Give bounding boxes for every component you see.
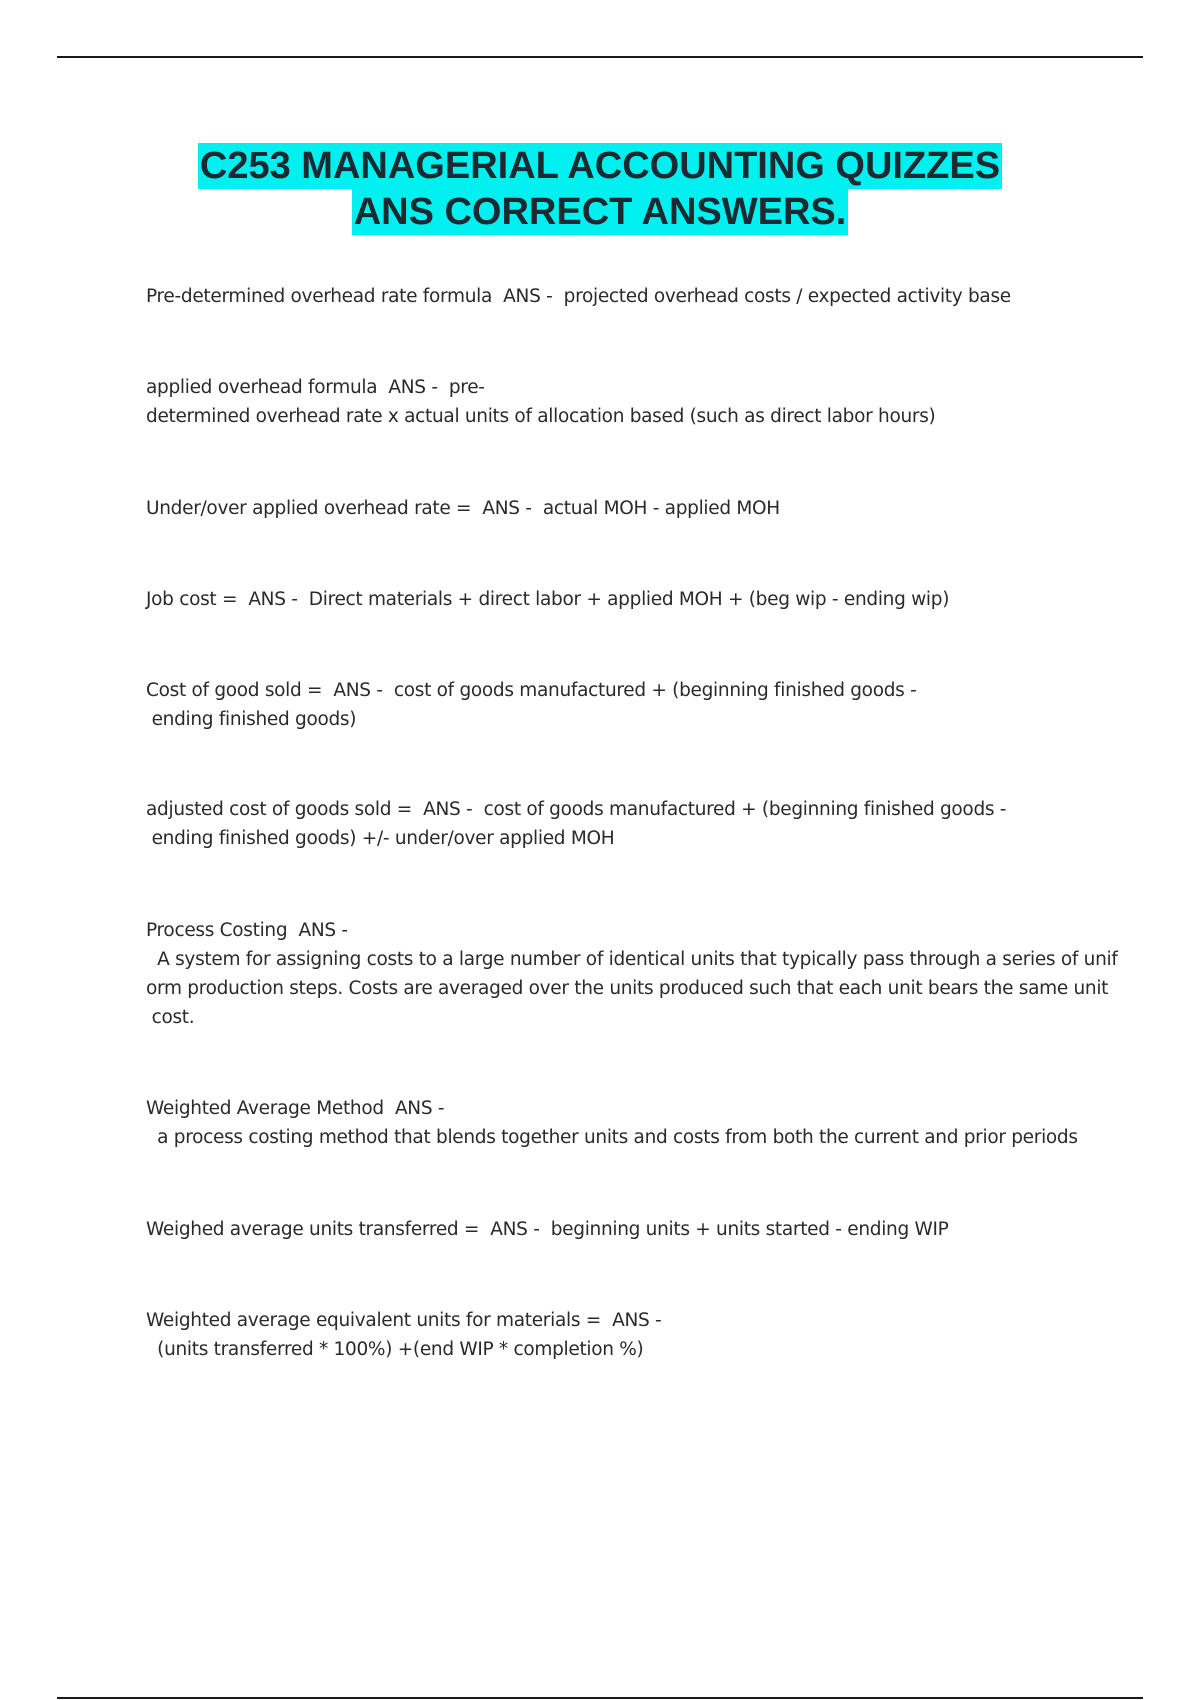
- qa-item-equivalent-units: [146, 1306, 1096, 1364]
- qa-item-job-cost: [146, 585, 1096, 614]
- qa-line: Job cost = ANS - Direct materials + direct labor + applied MOH + (beg wip - ending wip): [146, 589, 950, 610]
- qa-item-units-transferred: [146, 1215, 1096, 1244]
- title-line-1: C253 MANAGERIAL ACCOUNTING QUIZZES: [199, 145, 1001, 187]
- qa-item-weighted-average-method: [146, 1094, 1096, 1152]
- qa-item-applied-overhead: [146, 373, 1096, 431]
- qa-line: a process costing method that blends together units and costs from both the current and prior periods: [146, 1127, 1078, 1148]
- qa-item-cogs: [146, 676, 1096, 734]
- qa-line: applied overhead formula ANS - pre-: [146, 377, 485, 398]
- qa-line: Weighted Average Method ANS -: [146, 1098, 445, 1119]
- qa-line: (units transferred * 100%) +(end WIP * completion %): [146, 1339, 644, 1360]
- qa-item-adjusted-cogs: [146, 795, 1096, 853]
- qa-item-process-costing: [146, 916, 1118, 1032]
- qa-line: Cost of good sold = ANS - cost of goods manufactured + (beginning finished goods -: [146, 680, 917, 701]
- qa-line: determined overhead rate x actual units of allocation based (such as direct labor hours): [146, 406, 936, 427]
- qa-line: Process Costing ANS -: [146, 920, 348, 941]
- qa-line: orm production steps. Costs are averaged over the units produced such that each unit bears the same unit: [146, 978, 1109, 999]
- title-line-2: ANS CORRECT ANSWERS.: [353, 191, 847, 233]
- qa-line: cost.: [146, 1007, 195, 1028]
- qa-line: Pre-determined overhead rate formula ANS - projected overhead costs / expected activity base: [146, 286, 1011, 307]
- qa-item-predetermined-rate: [146, 282, 1096, 311]
- qa-line: Weighted average equivalent units for materials = ANS -: [146, 1310, 662, 1331]
- qa-line: A system for assigning costs to a large number of identical units that typically pass through a series of unif: [146, 949, 1118, 970]
- qa-item-under-over-applied: [146, 494, 1096, 523]
- qa-line: Weighed average units transferred = ANS - beginning units + units started - ending WIP: [146, 1219, 949, 1240]
- qa-line: adjusted cost of goods sold = ANS - cost of goods manufactured + (beginning finished goods -: [146, 799, 1007, 820]
- document-title: [0, 143, 1200, 235]
- qa-line: Under/over applied overhead rate = ANS - actual MOH - applied MOH: [146, 498, 780, 519]
- bottom-rule: [57, 1697, 1143, 1699]
- top-rule: [57, 56, 1143, 58]
- qa-line: ending finished goods) +/- under/over applied MOH: [146, 828, 615, 849]
- qa-line: ending finished goods): [146, 709, 357, 730]
